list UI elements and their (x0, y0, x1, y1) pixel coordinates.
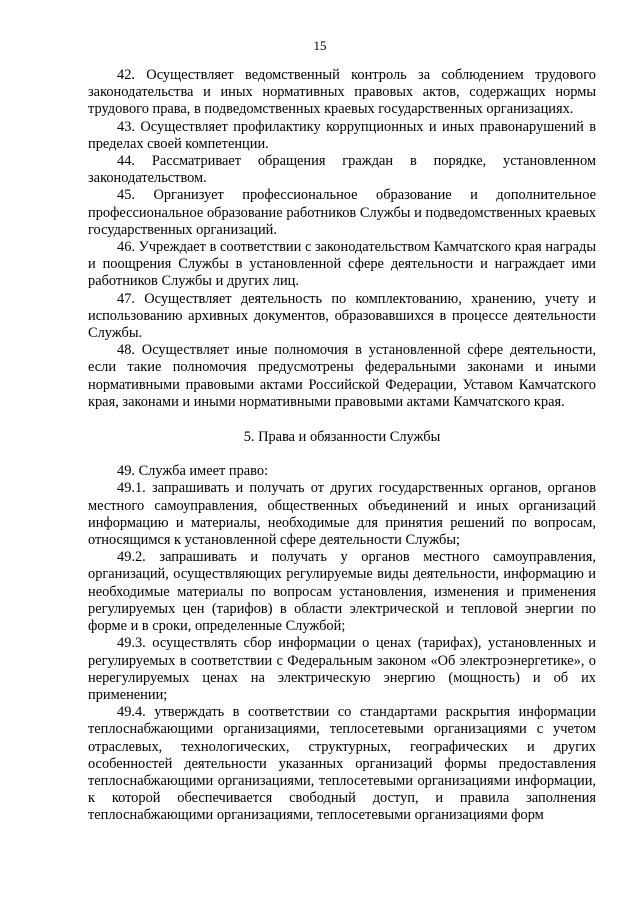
paragraph-45: 45. Организует профессиональное образование и дополнительное профессиональное образование работников Службы и подведомственных краевых государственных организаций. (88, 187, 596, 238)
paragraph-44: 44. Рассматривает обращения граждан в порядке, установленном законодательством. (88, 153, 596, 187)
paragraph-49-3: 49.3. осуществлять сбор информации о ценах (тарифах), установленных и регулируемых в соответствии с Федеральным законом «Об электроэнергетике», о нерегулируемых ценах на электрическую энергию (мощность) и об их применении; (88, 635, 596, 703)
paragraph-49-1: 49.1. запрашивать и получать от других государственных органов, органов местного самоуправления, общественных объединений и иных организаций информацию и материалы, необходимые для принятия решений по вопросам, относящимся к установленной сфере деятельности Службы; (88, 480, 596, 549)
paragraph-49-2: 49.2. запрашивать и получать у органов местного самоуправления, организаций, осуществляющих регулируемые виды деятельности, информацию и необходимые материалы по вопросам установления, изменения и применения регулируемых цен (тарифов) в области электрической и тепловой энергии по форме и в сроки, определенные Службой; (88, 549, 596, 635)
paragraph-49: 49. Служба имеет право: (117, 463, 269, 480)
section-heading: 5. Права и обязанности Службы (243, 429, 441, 446)
paragraph-42: 42. Осуществляет ведомственный контроль за соблюдением трудового законодательства и иных нормативных правовых актов, содержащих нормы трудового права, в подведомственных краевых государственных организациях. (88, 67, 596, 118)
paragraph-46: 46. Учреждает в соответствии с законодательством Камчатского края награды и поощрения Службы в установленной сфере деятельности и награждает ими работников Службы и других лиц. (88, 239, 596, 290)
page-number: 15 (313, 38, 327, 53)
paragraph-49-4: 49.4. утверждать в соответствии со стандартами раскрытия информации теплоснабжающими организациями, теплосетевыми организациями с учетом отраслевых, технологических, структурных, географических и других особенностей деятельности указанных организаций формы предоставления теплоснабжающими организациями, теплосетевыми организациями информации, к которой обеспечивается свободный доступ, и правила заполнения теплоснабжающими организациями, теплосетевыми организациями форм (88, 704, 596, 824)
paragraph-43: 43. Осуществляет профилактику коррупционных и иных правонарушений в пределах своей компетенции. (88, 118, 596, 152)
document-body (88, 67, 596, 825)
paragraph-48: 48. Осуществляет иные полномочия в установленной сфере деятельности, если такие полномочия предусмотрены федеральными законами и иными нормативными правовыми актами Российской Федерации, Уставом Камчатского края, законами и иными нормативными правовыми актами Камчатского края. (88, 342, 596, 410)
paragraph-47: 47. Осуществляет деятельность по комплектованию, хранению, учету и использованию архивных документов, образовавшихся в процессе деятельности Службы. (88, 290, 596, 342)
